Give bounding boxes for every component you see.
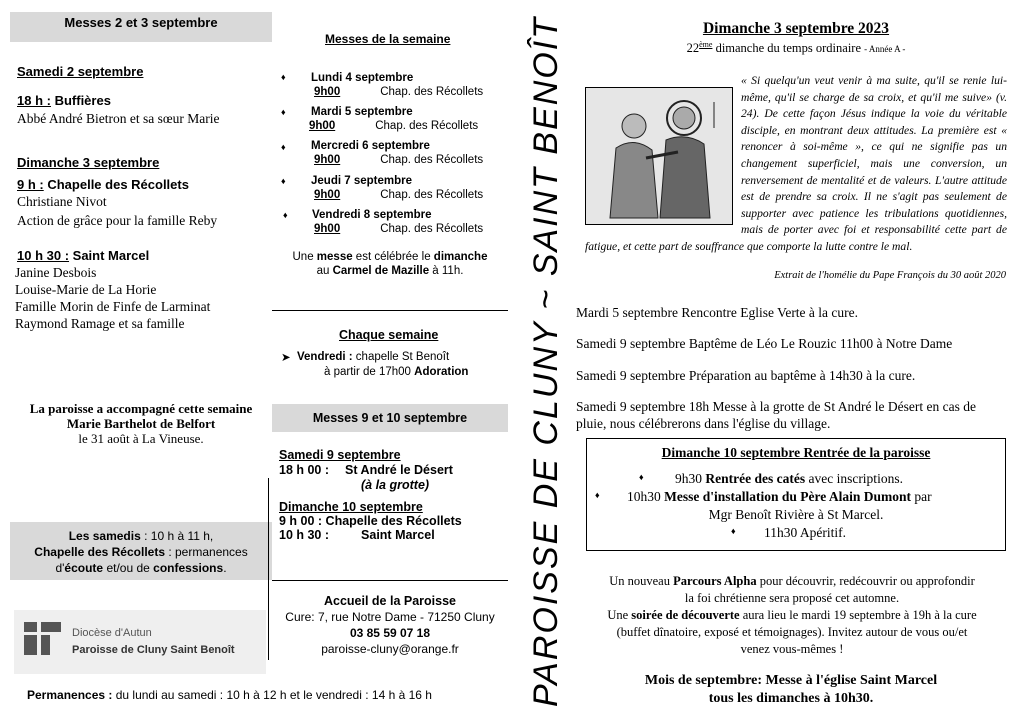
diocese-logo-icon xyxy=(22,618,66,658)
jesus-peter-illustration xyxy=(585,87,733,225)
bullet-icon: ♦ xyxy=(281,72,286,82)
week-masses-title: Messes de la semaine xyxy=(325,32,451,46)
saturday-intention: Abbé André Bietron et sa sœur Marie xyxy=(17,111,220,126)
parish-name: Paroisse de Cluny Saint Benoît xyxy=(72,644,235,656)
weekday-item: Mercredi 6 septembre 9h00 Chap. des Récollets xyxy=(311,140,484,166)
confession-box: Les samedis : 10 h à 11 h, Chapelle des Récollets : permanences d'écoute et/ou de confessions. xyxy=(10,522,272,580)
bullet-icon: ♦ xyxy=(281,107,286,117)
sunday-subtitle: 22ème dimanche du temps ordinaire - Année A - xyxy=(686,40,906,56)
announcement: Samedi 9 septembre 18h Messe à la grotte de St André le Désert en cas de pluie, nous célébrerons dans l'église du village. xyxy=(576,399,977,431)
rentree-box xyxy=(586,438,1006,551)
rentree-title: Dimanche 10 septembre Rentrée de la paroisse xyxy=(661,445,931,460)
bullet-icon: ♦ xyxy=(281,176,286,186)
next-sunday: Dimanche 10 septembre 9 h 00 : Chapelle des Récollets 10 h 30 : Saint Marcel xyxy=(279,500,462,542)
bullet-icon: ♦ xyxy=(595,490,600,500)
divider xyxy=(272,580,508,581)
saturday-title: Samedi 2 septembre xyxy=(17,64,144,79)
sunday-title-main: Dimanche 3 septembre 2023 xyxy=(702,20,890,37)
rentree-item-2: 10h30 Messe d'installation du Père Alain Dumont par xyxy=(627,489,932,504)
weekday-item: Lundi 4 septembre 9h00 Chap. des Récollets xyxy=(311,72,484,98)
diocese-logo-block xyxy=(14,610,266,674)
accueil-block: Accueil de la Paroisse Cure: 7, rue Notre Dame - 71250 Cluny 03 85 59 07 18 paroisse-cluny@orange.fr xyxy=(285,594,495,656)
bullet-icon: ♦ xyxy=(281,142,286,152)
saturday-mass: 18 h : Buffières xyxy=(17,93,111,108)
sunday-mass-1-intentions: Christiane Nivot Action de grâce pour la famille Reby xyxy=(17,194,218,228)
next-saturday: Samedi 9 septembre 18 h 00 : St André le Désert (à la grotte) xyxy=(279,448,453,492)
header-masses-2-3: Messes 2 et 3 septembre xyxy=(10,12,272,42)
bullet-icon: ♦ xyxy=(639,472,644,482)
each-week-text: Vendredi : chapelle St Benoît à partir de 17h00 Adoration xyxy=(297,351,469,378)
bullet-icon: ♦ xyxy=(731,526,736,536)
permanences-line: Permanences : du lundi au samedi : 10 h à 12 h et le vendredi : 14 h à 16 h xyxy=(27,688,432,702)
vertical-parish-title: PAROISSE DE CLUNY ~ SAINT BENOÎT xyxy=(527,16,565,707)
sunday-mass-2: 10 h 30 : Saint Marcel xyxy=(17,248,150,263)
divider-vertical xyxy=(268,478,269,660)
weekday-item: Jeudi 7 septembre 9h00 Chap. des Récollets xyxy=(311,175,484,201)
bullet-icon: ♦ xyxy=(283,210,288,220)
rentree-item-2-cont: Mgr Benoît Rivière à St Marcel. xyxy=(708,507,884,522)
weekday-item: Mardi 5 septembre 9h00 Chap. des Récollets xyxy=(309,106,479,132)
arrow-icon: ➤ xyxy=(281,352,291,364)
carmel-note: Une messe est célébrée le dimanche au Carmel de Mazille à 11h. xyxy=(292,251,488,277)
announcement: Mardi 5 septembre Rencontre Eglise Verte à la cure. xyxy=(576,305,859,320)
funeral-notice: La paroisse a accompagné cette semaine Marie Barthelot de Belfort le 31 août à La Vineuse. xyxy=(29,401,253,446)
rentree-item-1: 9h30 Rentrée des catés avec inscriptions. xyxy=(675,471,903,486)
rentree-item-3: 11h30 Apéritif. xyxy=(764,525,846,540)
homily-quote: « Si quelqu'un veut venir à ma suite, qu'il se renie lui-même, qu'il se charge de sa croix, et qu'il me suive» (v. 24). De cette façon Jésus indique la voie du véritable disciple, en montrant deux attitudes. La première est « renoncer à soi-même », ce qui ne signifie pas un changement superficiel, mais une conversion, un renversement de mentalité et de valeurs. L'autre attitude est de prendre sa croix. Il ne s'agit pas seulement de supporter avec patience les tribulations quotidiennes, mais de porter avec foi et responsabilité cette part de fatigue, et cette part de souffrance que comporte la lutte contre le mal. xyxy=(585,74,1007,253)
sunday-title: Dimanche 3 septembre xyxy=(17,155,160,170)
weekday-item: Vendredi 8 septembre 9h00 Chap. des Récollets xyxy=(312,209,484,235)
divider xyxy=(272,310,508,311)
alpha-block: Un nouveau Parcours Alpha pour découvrir, redécouvrir ou approfondir la foi chrétienne sera proposé cet automne. Une soirée de découverte aura lieu le mardi 19 septembre à 19h à la cure (buffet dînatoire, exposé et témoignages). Invitez autour de vous ou/et venez vous-mêmes ! xyxy=(607,574,977,656)
sunday-mass-1: 9 h : Chapelle des Récollets xyxy=(17,177,189,192)
sunday-mass-2-intentions: Janine Desbois Louise-Marie de La Horie Famille Morin de Finfe de Larminat Raymond Ramage et sa famille xyxy=(15,265,211,331)
icon-figures xyxy=(586,88,732,224)
header-masses-9-10: Messes 9 et 10 septembre xyxy=(272,404,508,432)
each-week-title: Chaque semaine xyxy=(339,328,439,342)
diocese-name: Diocèse d'Autun xyxy=(72,627,152,639)
announcement: Samedi 9 septembre Baptême de Léo Le Rouzic 11h00 à Notre Dame xyxy=(576,336,953,351)
month-notice: Mois de septembre: Messe à l'église Saint Marcel tous les dimanches à 10h30. xyxy=(644,673,938,706)
announcement: Samedi 9 septembre Préparation au baptême à 14h30 à la cure. xyxy=(576,368,916,383)
quote-source: Extrait de l'homélie du Pape François du 30 août 2020 xyxy=(774,270,1006,281)
